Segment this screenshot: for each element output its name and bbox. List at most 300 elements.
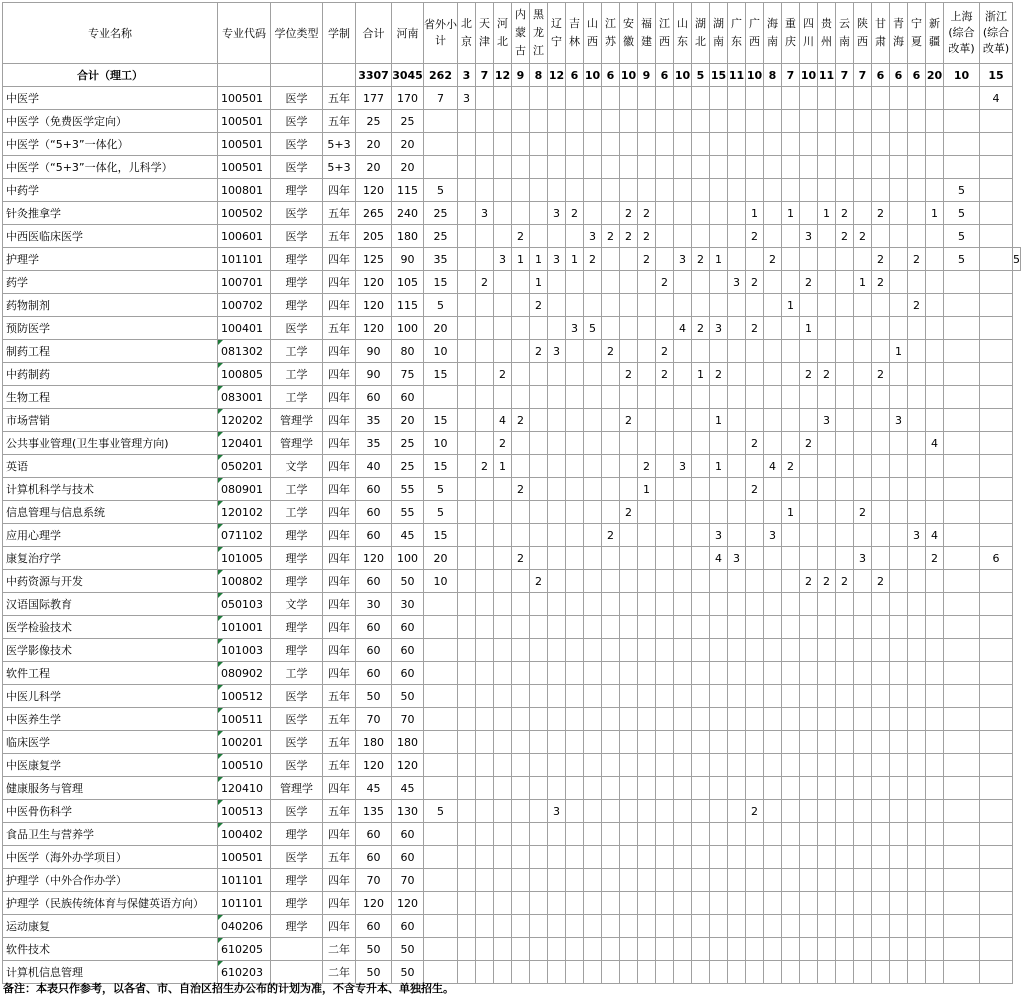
table-cell [458, 340, 476, 363]
table-cell [872, 708, 890, 731]
table-cell [728, 938, 746, 961]
table-cell [512, 133, 530, 156]
major-code-cell: 100805 [218, 363, 271, 386]
major-name-cell: 食品卫生与营养学 [3, 823, 218, 846]
table-cell: 50 [392, 570, 424, 593]
table-cell [620, 179, 638, 202]
table-cell [800, 754, 818, 777]
table-cell: 80 [392, 340, 424, 363]
table-cell [548, 87, 566, 110]
table-cell [782, 478, 800, 501]
table-cell [818, 777, 836, 800]
table-cell [782, 570, 800, 593]
table-cell [854, 961, 872, 984]
table-cell [656, 708, 674, 731]
table-cell [494, 340, 512, 363]
table-cell: 2 [746, 317, 764, 340]
table-cell [890, 271, 908, 294]
table-cell [458, 455, 476, 478]
table-cell: 2 [782, 455, 800, 478]
table-cell [692, 570, 710, 593]
table-cell [692, 340, 710, 363]
table-cell [476, 363, 494, 386]
header-province: 新疆 [926, 3, 944, 64]
table-cell: 50 [392, 938, 424, 961]
table-cell [836, 386, 854, 409]
table-cell [764, 777, 782, 800]
table-cell [620, 294, 638, 317]
duration-cell: 四年 [323, 892, 356, 915]
table-cell [710, 869, 728, 892]
table-cell: 8 [530, 64, 548, 87]
table-cell [944, 432, 980, 455]
table-cell [980, 294, 1013, 317]
table-cell [476, 547, 494, 570]
table-cell [512, 570, 530, 593]
table-cell [782, 340, 800, 363]
table-cell [836, 938, 854, 961]
table-cell: 35 [356, 409, 392, 432]
table-cell [854, 432, 872, 455]
table-cell [872, 386, 890, 409]
table-cell [620, 133, 638, 156]
table-cell [764, 616, 782, 639]
table-cell [530, 823, 548, 846]
header-province: 宁夏 [908, 3, 926, 64]
table-cell [890, 386, 908, 409]
table-cell: 60 [392, 662, 424, 685]
table-cell [926, 869, 944, 892]
major-name-cell: 预防医学 [3, 317, 218, 340]
table-cell [530, 731, 548, 754]
header-province: 吉林 [566, 3, 584, 64]
table-cell: 60 [356, 662, 392, 685]
degree-type-cell: 医学 [271, 110, 323, 133]
table-cell [476, 294, 494, 317]
table-cell [728, 110, 746, 133]
table-cell [458, 363, 476, 386]
table-cell [980, 271, 1013, 294]
table-cell [476, 777, 494, 800]
table-cell: 15 [424, 524, 458, 547]
table-cell [908, 731, 926, 754]
table-cell [908, 593, 926, 616]
table-cell [728, 639, 746, 662]
table-cell [548, 616, 566, 639]
table-cell: 5 [692, 64, 710, 87]
table-cell [926, 133, 944, 156]
table-cell [818, 639, 836, 662]
degree-type-cell: 理学 [271, 294, 323, 317]
table-cell [566, 110, 584, 133]
table-cell [872, 685, 890, 708]
table-cell [692, 708, 710, 731]
table-cell [458, 501, 476, 524]
table-cell [944, 455, 980, 478]
table-cell [818, 110, 836, 133]
table-cell: 50 [392, 685, 424, 708]
table-cell [674, 662, 692, 685]
table-cell [476, 501, 494, 524]
table-cell [674, 961, 692, 984]
table-cell [494, 593, 512, 616]
table-cell [854, 754, 872, 777]
table-cell [566, 547, 584, 570]
table-cell [926, 271, 944, 294]
table-cell [980, 501, 1013, 524]
table-cell [512, 731, 530, 754]
table-cell [620, 846, 638, 869]
degree-type-cell: 工学 [271, 478, 323, 501]
table-cell [512, 455, 530, 478]
table-cell [728, 961, 746, 984]
total-row-label: 合计（理工） [3, 64, 218, 87]
major-name-cell: 康复治疗学 [3, 547, 218, 570]
table-cell: 1 [710, 455, 728, 478]
table-cell [620, 593, 638, 616]
table-cell: 6 [602, 64, 620, 87]
table-cell [674, 915, 692, 938]
major-name-cell: 中医学（“5+3”一体化） [3, 133, 218, 156]
table-cell [926, 616, 944, 639]
table-cell: 2 [872, 271, 890, 294]
table-cell: 60 [356, 524, 392, 547]
table-cell [638, 432, 656, 455]
table-cell: 3 [566, 317, 584, 340]
table-cell [566, 501, 584, 524]
table-cell [494, 271, 512, 294]
table-cell [692, 501, 710, 524]
table-cell [494, 294, 512, 317]
table-cell: 35 [424, 248, 458, 271]
table-cell [710, 432, 728, 455]
table-cell: 25 [356, 110, 392, 133]
table-cell [710, 662, 728, 685]
degree-type-cell: 理学 [271, 892, 323, 915]
table-cell: 2 [530, 340, 548, 363]
table-cell [674, 524, 692, 547]
table-cell [890, 87, 908, 110]
table-cell [584, 639, 602, 662]
table-cell [818, 478, 836, 501]
table-cell [818, 455, 836, 478]
table-cell [746, 662, 764, 685]
table-cell: 90 [356, 340, 392, 363]
table-cell [602, 133, 620, 156]
table-cell [764, 271, 782, 294]
table-row [3, 202, 1021, 225]
table-cell [674, 869, 692, 892]
table-cell [890, 294, 908, 317]
table-cell [872, 455, 890, 478]
degree-type-cell [271, 938, 323, 961]
table-cell [980, 800, 1013, 823]
table-cell [728, 800, 746, 823]
table-cell: 2 [764, 248, 782, 271]
table-cell [494, 87, 512, 110]
table-cell [692, 179, 710, 202]
table-cell [800, 708, 818, 731]
table-cell [782, 915, 800, 938]
table-cell: 4 [926, 524, 944, 547]
table-cell [476, 708, 494, 731]
table-cell [926, 823, 944, 846]
table-cell [476, 892, 494, 915]
table-cell [836, 409, 854, 432]
table-cell [764, 593, 782, 616]
major-code-cell: 100601 [218, 225, 271, 248]
table-cell [854, 478, 872, 501]
table-cell [854, 317, 872, 340]
table-cell [656, 570, 674, 593]
table-cell [764, 202, 782, 225]
table-cell [710, 777, 728, 800]
table-cell: 10 [424, 570, 458, 593]
table-cell [782, 731, 800, 754]
duration-cell: 四年 [323, 363, 356, 386]
table-cell [602, 87, 620, 110]
table-cell: 5 [944, 202, 980, 225]
table-cell: 3 [548, 202, 566, 225]
table-cell: 2 [818, 363, 836, 386]
major-code-cell: 100513 [218, 800, 271, 823]
table-cell [746, 823, 764, 846]
table-cell: 2 [584, 248, 602, 271]
header-province: 江西 [656, 3, 674, 64]
table-cell [620, 248, 638, 271]
table-cell [638, 271, 656, 294]
table-cell [944, 547, 980, 570]
table-cell [980, 317, 1013, 340]
table-cell: 2 [656, 271, 674, 294]
table-cell [908, 938, 926, 961]
table-cell [944, 616, 980, 639]
table-cell [674, 386, 692, 409]
table-cell [656, 938, 674, 961]
table-cell: 10 [584, 64, 602, 87]
header-province: 福建 [638, 3, 656, 64]
header-zhejiang: 浙江(综合改革) [980, 3, 1013, 64]
major-code-cell: 101001 [218, 616, 271, 639]
table-cell [424, 593, 458, 616]
table-cell [944, 87, 980, 110]
table-cell: 3 [476, 202, 494, 225]
table-cell [458, 294, 476, 317]
table-cell: 5 [944, 179, 980, 202]
table-cell [728, 179, 746, 202]
table-cell [458, 639, 476, 662]
table-cell [494, 478, 512, 501]
degree-type-cell: 医学 [271, 800, 323, 823]
table-cell: 25 [424, 202, 458, 225]
table-cell [638, 294, 656, 317]
major-code-cell: 100501 [218, 87, 271, 110]
table-cell [530, 478, 548, 501]
table-cell [818, 317, 836, 340]
table-cell: 5 [944, 248, 980, 271]
table-cell [692, 225, 710, 248]
table-cell [764, 87, 782, 110]
major-code-cell: 100501 [218, 133, 271, 156]
table-cell [836, 294, 854, 317]
table-cell [548, 501, 566, 524]
table-cell: 9 [638, 64, 656, 87]
footnote: 备注：本表只作参考，以各省、市、自治区招生办公布的计划为准，不含专升本、单独招生。 [3, 982, 454, 995]
table-cell [800, 961, 818, 984]
table-row [3, 524, 1021, 547]
table-cell [872, 110, 890, 133]
table-cell [584, 409, 602, 432]
table-cell [818, 616, 836, 639]
table-cell [494, 754, 512, 777]
table-cell [512, 156, 530, 179]
table-cell [872, 616, 890, 639]
degree-type-cell: 医学 [271, 87, 323, 110]
table-cell [566, 133, 584, 156]
table-cell [512, 271, 530, 294]
table-cell [836, 156, 854, 179]
duration-cell: 四年 [323, 616, 356, 639]
table-cell [980, 708, 1013, 731]
table-header [3, 3, 1021, 64]
table-cell: 2 [908, 248, 926, 271]
table-cell [512, 432, 530, 455]
table-cell [512, 754, 530, 777]
table-cell [566, 892, 584, 915]
table-cell [692, 432, 710, 455]
table-cell: 2 [746, 478, 764, 501]
table-cell [800, 179, 818, 202]
table-cell [818, 547, 836, 570]
table-body [3, 64, 1021, 984]
table-cell [890, 317, 908, 340]
table-cell [530, 179, 548, 202]
table-cell: 55 [392, 478, 424, 501]
table-cell [674, 777, 692, 800]
table-cell [872, 662, 890, 685]
table-cell [494, 179, 512, 202]
table-cell [620, 271, 638, 294]
table-cell [566, 455, 584, 478]
table-cell [512, 915, 530, 938]
table-cell [710, 478, 728, 501]
table-cell [584, 846, 602, 869]
table-cell [800, 156, 818, 179]
table-cell [638, 501, 656, 524]
table-row [3, 501, 1021, 524]
table-row [3, 87, 1021, 110]
degree-type-cell: 理学 [271, 823, 323, 846]
table-cell [746, 616, 764, 639]
duration-cell: 四年 [323, 570, 356, 593]
duration-cell: 四年 [323, 271, 356, 294]
table-cell [782, 110, 800, 133]
major-code-cell: 100501 [218, 156, 271, 179]
table-cell: 3 [764, 524, 782, 547]
table-cell [890, 570, 908, 593]
table-cell [530, 202, 548, 225]
table-cell [746, 570, 764, 593]
table-cell: 1 [710, 248, 728, 271]
table-cell [908, 639, 926, 662]
table-cell: 2 [908, 294, 926, 317]
major-name-cell: 健康服务与管理 [3, 777, 218, 800]
table-cell [782, 662, 800, 685]
table-cell [476, 938, 494, 961]
table-cell: 3 [890, 409, 908, 432]
header-province: 海南 [764, 3, 782, 64]
major-code-cell: 100201 [218, 731, 271, 754]
major-code-cell: 100801 [218, 179, 271, 202]
table-cell: 5 [424, 179, 458, 202]
table-cell [424, 110, 458, 133]
table-cell [908, 685, 926, 708]
table-cell [926, 179, 944, 202]
table-cell: 3 [728, 547, 746, 570]
duration-cell: 四年 [323, 386, 356, 409]
table-cell [908, 501, 926, 524]
table-cell [458, 409, 476, 432]
table-cell [800, 892, 818, 915]
duration-cell: 四年 [323, 409, 356, 432]
table-cell [512, 938, 530, 961]
table-cell [890, 478, 908, 501]
table-cell: 2 [602, 340, 620, 363]
header-major-name: 专业名称 [3, 3, 218, 64]
table-cell [710, 501, 728, 524]
table-cell [656, 892, 674, 915]
table-cell [908, 869, 926, 892]
table-cell [800, 777, 818, 800]
table-cell: 40 [356, 455, 392, 478]
table-cell: 2 [620, 409, 638, 432]
table-cell [926, 938, 944, 961]
table-cell: 120 [356, 317, 392, 340]
table-cell [512, 639, 530, 662]
table-cell [566, 386, 584, 409]
duration-cell: 四年 [323, 869, 356, 892]
degree-type-cell: 理学 [271, 616, 323, 639]
table-cell [476, 961, 494, 984]
table-cell: 1 [782, 294, 800, 317]
table-cell [548, 547, 566, 570]
table-cell [476, 846, 494, 869]
table-cell [584, 708, 602, 731]
table-cell [566, 225, 584, 248]
table-cell [424, 869, 458, 892]
table-cell: 100 [392, 317, 424, 340]
degree-type-cell: 工学 [271, 363, 323, 386]
table-cell [854, 708, 872, 731]
table-cell [494, 570, 512, 593]
table-cell [800, 823, 818, 846]
table-row [3, 363, 1021, 386]
table-cell [728, 501, 746, 524]
table-row [3, 593, 1021, 616]
table-cell [926, 662, 944, 685]
header-province: 山西 [584, 3, 602, 64]
table-cell [980, 685, 1013, 708]
table-cell: 180 [356, 731, 392, 754]
table-cell [854, 869, 872, 892]
table-cell [836, 823, 854, 846]
degree-type-cell: 工学 [271, 662, 323, 685]
table-cell [584, 386, 602, 409]
table-cell [692, 271, 710, 294]
table-cell [764, 823, 782, 846]
table-cell: 7 [854, 64, 872, 87]
table-cell [476, 340, 494, 363]
